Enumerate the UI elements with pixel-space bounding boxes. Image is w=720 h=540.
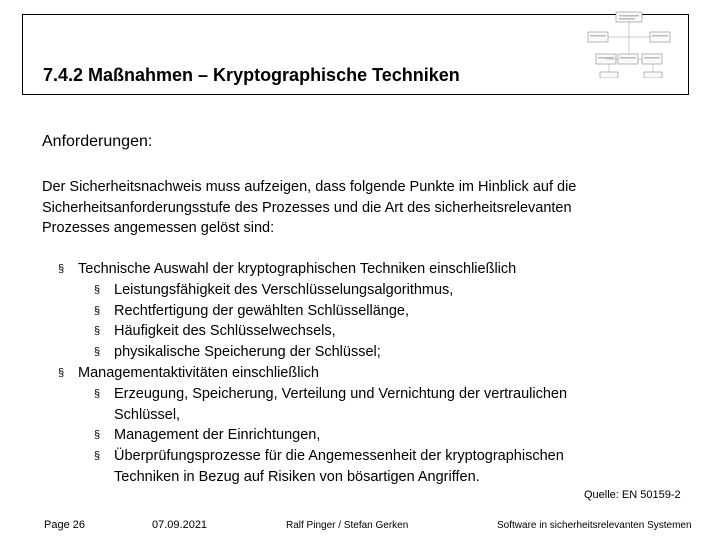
- slide-title: 7.4.2 Maßnahmen – Kryptographische Techniken: [43, 65, 460, 85]
- process-diagram-thumbnail: [560, 2, 688, 78]
- list-item: § Managementaktivitäten einschließlich: [58, 363, 567, 384]
- bullet-icon: §: [94, 346, 101, 359]
- list-item-continuation: Techniken in Bezug auf Risiken von bösartigen Angriffen.: [114, 468, 480, 485]
- intro-line: Sicherheitsanforderungsstufe des Prozesses und die Art des sicherheitsrelevanten: [42, 199, 572, 216]
- footer-course-title: Software in sicherheitsrelevanten Systemen: [497, 520, 692, 531]
- list-item: § Überprüfungsprozesse für die Angemessenheit der kryptographischen Techniken in Bezug auf Risiken von bösartigen Angriffen.: [94, 448, 564, 485]
- bullet-icon: §: [94, 450, 101, 463]
- bullet-icon: §: [94, 429, 101, 442]
- footer-date: 07.09.2021: [152, 519, 208, 531]
- bullet-icon: §: [94, 304, 101, 317]
- list-item: § Management der Einrichtungen,: [58, 425, 567, 446]
- requirements-heading: Anforderungen:: [42, 133, 153, 150]
- list-item: § Technische Auswahl der kryptographischen Techniken einschließlich: [58, 259, 567, 280]
- bullet-icon: §: [58, 263, 65, 275]
- bullet-icon: §: [94, 325, 101, 338]
- bullet-icon: §: [94, 387, 101, 400]
- bullet-icon: §: [58, 366, 65, 379]
- footer-page-number: Page 26: [44, 519, 85, 531]
- list-item: § Leistungsfähigkeit des Verschlüsselungsalgorithmus,: [58, 280, 567, 301]
- list-item-continuation: Schlüssel,: [114, 406, 181, 423]
- list-item: § Rechtfertigung der gewählten Schlüssellänge,: [58, 301, 567, 322]
- list-item: § Häufigkeit des Schlüsselwechsels,: [58, 321, 567, 342]
- footer-authors: Ralf Pinger / Stefan Gerken: [286, 520, 409, 531]
- intro-line: Prozesses angemessen gelöst sind:: [42, 220, 275, 236]
- intro-paragraph: [42, 177, 682, 239]
- list-item: § Erzeugung, Speicherung, Verteilung und Vernichtung der vertraulichen Schlüssel,: [94, 385, 568, 423]
- source-citation: Quelle: EN 50159-2: [584, 489, 681, 501]
- list-item: § physikalische Speicherung der Schlüssel;: [58, 342, 567, 363]
- requirements-list: [58, 259, 567, 488]
- intro-line: Der Sicherheitsnachweis muss aufzeigen, dass folgende Punkte im Hinblick auf die: [42, 179, 577, 195]
- bullet-icon: §: [94, 283, 101, 296]
